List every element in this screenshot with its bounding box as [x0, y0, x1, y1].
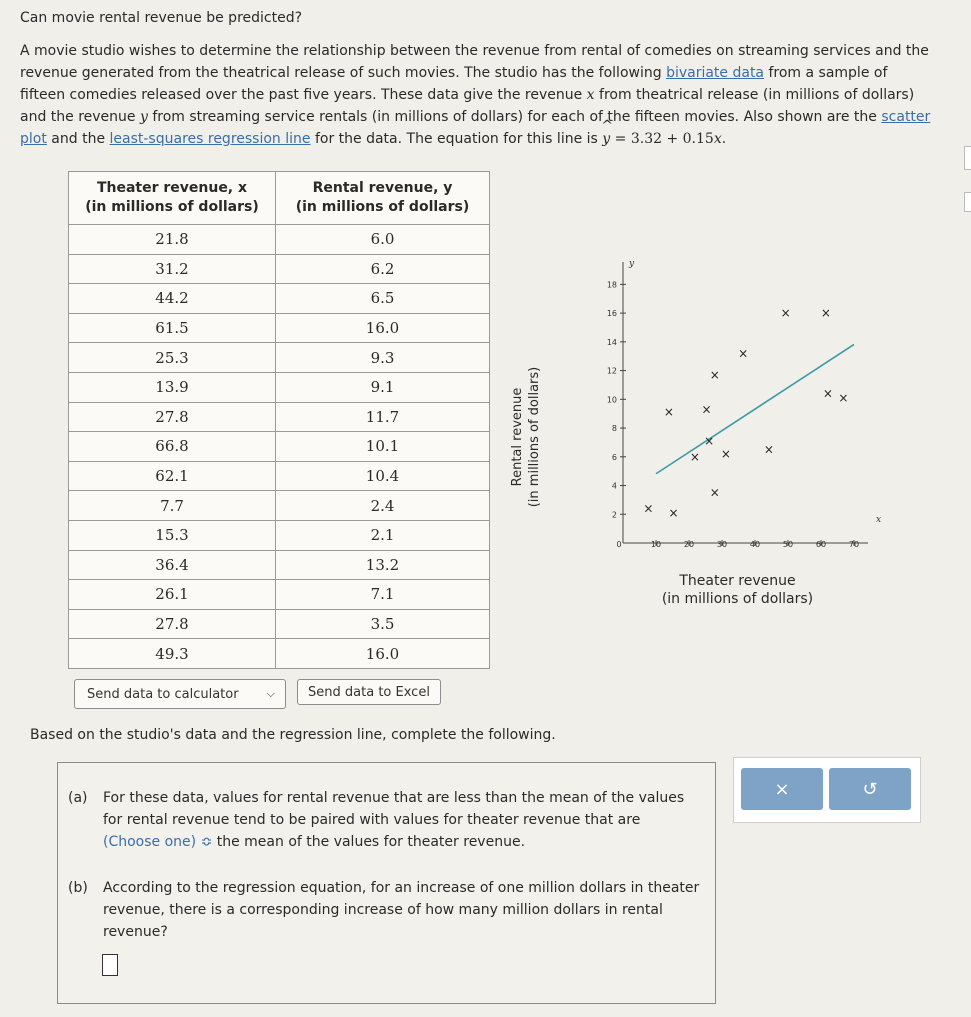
x-tick-label: 10 — [650, 540, 662, 549]
header-rental-revenue — [276, 172, 490, 225]
x-tick-label: 60 — [815, 540, 827, 549]
table-row — [69, 432, 490, 462]
part-a-text-2: the mean of the values for theater revenue. — [212, 834, 526, 850]
scatter-plot — [520, 250, 880, 555]
table-row — [69, 284, 490, 314]
x-tick-label: 0 — [616, 540, 622, 549]
cell-y: 2.4 — [276, 491, 490, 521]
y-tick-label: 12 — [606, 366, 617, 376]
y-tick-label: 4 — [611, 481, 617, 491]
cell-y: 11.7 — [276, 402, 490, 432]
undo-button[interactable] — [829, 768, 911, 810]
cell-x: 26.1 — [69, 580, 276, 610]
intro-text-3: from theatrical release (in millions of dollars) and the revenue — [20, 87, 915, 125]
undo-icon: ↺ — [862, 778, 878, 800]
header-x-line1: Theater revenue, x — [96, 180, 248, 196]
part-b-label: (b) — [68, 880, 88, 896]
cell-y: 6.2 — [276, 254, 490, 284]
intro-text-4: from streaming service rentals (in millions of dollars) for each of the fifteen movies. Also shown are the — [147, 109, 882, 125]
y-axis-label — [509, 327, 543, 547]
cell-x: 13.9 — [69, 372, 276, 402]
scatter-plot-link[interactable]: scatter plot — [20, 109, 931, 147]
cell-y: 10.4 — [276, 461, 490, 491]
table-row — [69, 609, 490, 639]
data-point: × — [709, 485, 720, 500]
regression-equation — [602, 131, 721, 147]
x-axis-var: x — [876, 515, 882, 525]
edge-scroll-tab[interactable] — [964, 146, 971, 170]
send-to-calculator-button[interactable] — [74, 679, 286, 709]
y-tick-label: 14 — [606, 337, 617, 347]
chevron-down-icon: ⌵ — [266, 687, 275, 700]
regression-line — [656, 344, 854, 473]
table-row — [69, 580, 490, 610]
cell-x: 25.3 — [69, 343, 276, 373]
eq-yhat: ^ y — [602, 128, 610, 150]
cell-y: 13.2 — [276, 550, 490, 580]
header-x-line2: (in millions of dollars) — [85, 199, 259, 215]
cell-x: 49.3 — [69, 639, 276, 669]
y-axis-var: y — [629, 259, 635, 269]
intro-text-2: from a sample of fifteen comedies released over the past five years. These data give the revenue — [20, 65, 888, 103]
intro-text-1: A movie studio wishes to determine the relationship between the revenue from rental of comedies on streaming services and the revenue generated from the theatrical release of such movies. The studio has the following — [20, 43, 929, 81]
cell-x: 61.5 — [69, 313, 276, 343]
cell-y: 16.0 — [276, 639, 490, 669]
data-point: × — [763, 442, 774, 457]
data-point: × — [704, 433, 715, 448]
cell-y: 7.1 — [276, 580, 490, 610]
data-point: × — [663, 405, 674, 420]
var-x: x — [586, 87, 595, 103]
clear-button[interactable] — [741, 768, 823, 810]
question-box — [57, 762, 716, 1004]
y-tick-label: 8 — [611, 424, 617, 434]
y-axis-label-line2: (in millions of dollars) — [527, 366, 542, 508]
cell-x: 27.8 — [69, 609, 276, 639]
edge-scroll-tab[interactable] — [964, 192, 971, 212]
page-title: Can movie rental revenue be predicted? — [20, 10, 303, 26]
data-point: × — [668, 505, 679, 520]
x-axis-label-line2: (in millions of dollars) — [661, 591, 814, 607]
table-row — [69, 520, 490, 550]
x-axis-label — [655, 572, 820, 608]
answer-tools — [733, 757, 921, 823]
y-tick-label: 10 — [606, 395, 617, 405]
data-point: × — [738, 346, 749, 361]
header-y-line2: (in millions of dollars) — [295, 199, 470, 215]
intro-text-6: for the data. The equation for this line is — [310, 131, 603, 147]
eq-x: x — [713, 131, 722, 147]
cell-x: 21.8 — [69, 225, 276, 255]
part-a-text-1: For these data, values for rental revenue that are less than the mean of the values for rental revenue tend to be paired with values for theater revenue that are — [103, 790, 685, 828]
x-tick-label: 70 — [848, 540, 860, 549]
table-row — [69, 550, 490, 580]
table-row — [69, 372, 490, 402]
y-tick-label: 16 — [606, 309, 617, 319]
cell-x: 27.8 — [69, 402, 276, 432]
data-point: × — [822, 386, 833, 401]
instruction-text: Based on the studio's data and the regression line, complete the following. — [30, 727, 556, 743]
header-y-line1: Rental revenue, y — [312, 180, 453, 196]
data-point: × — [689, 449, 700, 464]
cell-y: 6.5 — [276, 284, 490, 314]
intro-text-5: and the — [46, 131, 110, 147]
x-tick-label: 40 — [749, 540, 761, 549]
x-tick-label: 50 — [782, 540, 794, 549]
cell-x: 7.7 — [69, 491, 276, 521]
answer-input[interactable] — [102, 954, 118, 976]
cell-y: 3.5 — [276, 609, 490, 639]
data-point: × — [709, 367, 720, 382]
x-tick-label: 20 — [683, 540, 695, 549]
data-point: × — [720, 446, 731, 461]
cell-y: 9.1 — [276, 372, 490, 402]
choose-one-select[interactable]: (Choose one) ≎ — [103, 834, 213, 850]
table-row — [69, 225, 490, 255]
y-tick-label: 6 — [611, 452, 617, 462]
eq-coefficients: = 3.32 + 0.15 — [610, 131, 714, 147]
cell-y: 16.0 — [276, 313, 490, 343]
send-to-excel-button[interactable]: Send data to Excel — [297, 679, 441, 705]
data-table — [68, 171, 490, 669]
data-point: × — [643, 501, 654, 516]
part-a-label: (a) — [68, 790, 88, 806]
regression-line-link[interactable]: least-squares regression line — [109, 131, 311, 147]
data-point: × — [701, 402, 712, 417]
data-point: × — [780, 306, 791, 321]
cell-x: 36.4 — [69, 550, 276, 580]
table-row — [69, 254, 490, 284]
intro-end: . — [721, 131, 727, 147]
data-point: × — [838, 390, 849, 405]
cell-y: 2.1 — [276, 520, 490, 550]
table-row — [69, 461, 490, 491]
cell-x: 31.2 — [69, 254, 276, 284]
cell-x: 15.3 — [69, 520, 276, 550]
cell-x: 66.8 — [69, 432, 276, 462]
part-a-text — [103, 787, 688, 853]
table-header-row — [69, 172, 490, 225]
part-b-text: According to the regression equation, for an increase of one million dollars in theater revenue, there is a corresponding increase of how many million dollars in rental revenue? — [103, 880, 700, 940]
table-row — [69, 313, 490, 343]
send-to-calculator-label: Send data to calculator — [87, 686, 239, 702]
cell-y: 6.0 — [276, 225, 490, 255]
table-row — [69, 402, 490, 432]
header-theater-revenue — [69, 172, 276, 225]
close-icon: × — [774, 778, 790, 800]
y-tick-label: 18 — [606, 280, 617, 290]
cell-x: 44.2 — [69, 284, 276, 314]
cell-x: 62.1 — [69, 461, 276, 491]
x-tick-label: 30 — [716, 540, 728, 549]
table-row — [69, 491, 490, 521]
cell-y: 10.1 — [276, 432, 490, 462]
bivariate-data-link[interactable]: bivariate data — [666, 65, 765, 81]
data-point: × — [820, 306, 831, 321]
y-tick-label: 2 — [611, 510, 617, 520]
problem-intro — [20, 40, 935, 150]
y-axis-label-line1: Rental revenue — [510, 387, 525, 487]
table-row — [69, 343, 490, 373]
cell-y: 9.3 — [276, 343, 490, 373]
var-y: y — [139, 109, 148, 125]
table-row — [69, 639, 490, 669]
x-axis-label-line1: Theater revenue — [679, 573, 796, 589]
